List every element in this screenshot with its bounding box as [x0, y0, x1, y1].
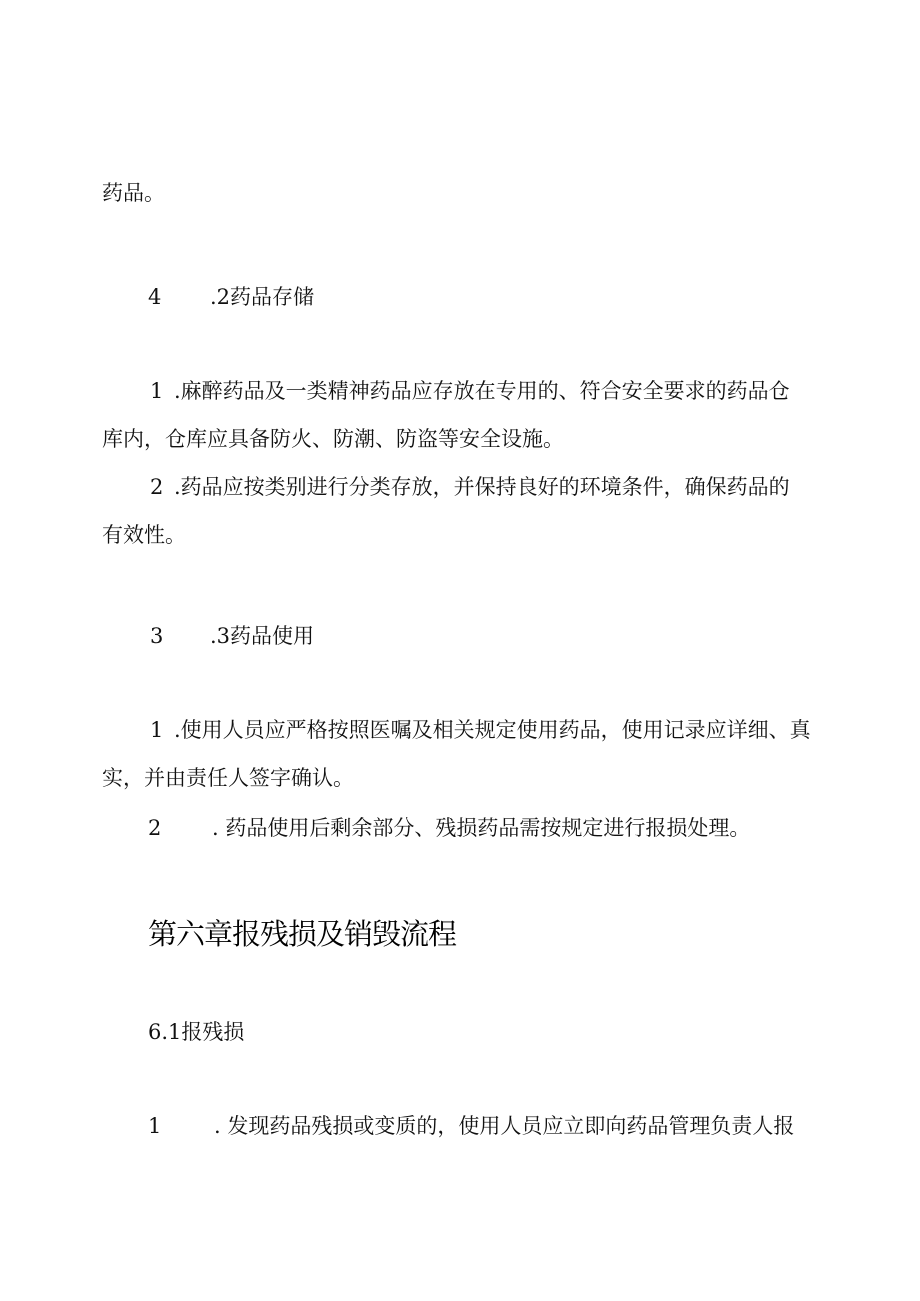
list-item-number: 2 [150, 475, 164, 499]
list-item-number: 2 [148, 816, 162, 840]
list-item-text-continued: 库内，仓库应具备防火、防潮、防盗等安全设施。 [102, 427, 564, 451]
list-item-text-continued: 有效性。 [102, 523, 186, 547]
section-4-3-number: 3 [150, 624, 164, 648]
list-item-text: . 药品使用后剩余部分、残损药品需按规定进行报损处理。 [212, 816, 751, 840]
list-item-text: .使用人员应严格按照医嘱及相关规定使用药品，使用记录应详细、真 [174, 718, 811, 742]
section-4-2-title: .2药品存储 [210, 285, 315, 309]
section-4-3-title: .3药品使用 [210, 624, 315, 648]
section-4-2-number: 4 [148, 285, 162, 309]
list-item-text-continued: 实，并由责任人签字确认。 [102, 766, 354, 790]
section-6-1-title: 6.1报残损 [148, 1020, 245, 1044]
list-item-text: .药品应按类别进行分类存放，并保持良好的环境条件，确保药品的 [174, 475, 790, 499]
chapter-heading: 第六章报残损及销毁流程 [148, 917, 457, 951]
list-item-number: 1 [150, 718, 164, 742]
list-item-number: 1 [150, 379, 164, 403]
list-item-number: 1 [148, 1114, 162, 1138]
list-item-text: . 发现药品残损或变质的，使用人员应立即向药品管理负责人报 [214, 1114, 795, 1138]
list-item-text: .麻醉药品及一类精神药品应存放在专用的、符合安全要求的药品仓 [174, 379, 790, 403]
paragraph-tail: 药品。 [102, 181, 165, 205]
